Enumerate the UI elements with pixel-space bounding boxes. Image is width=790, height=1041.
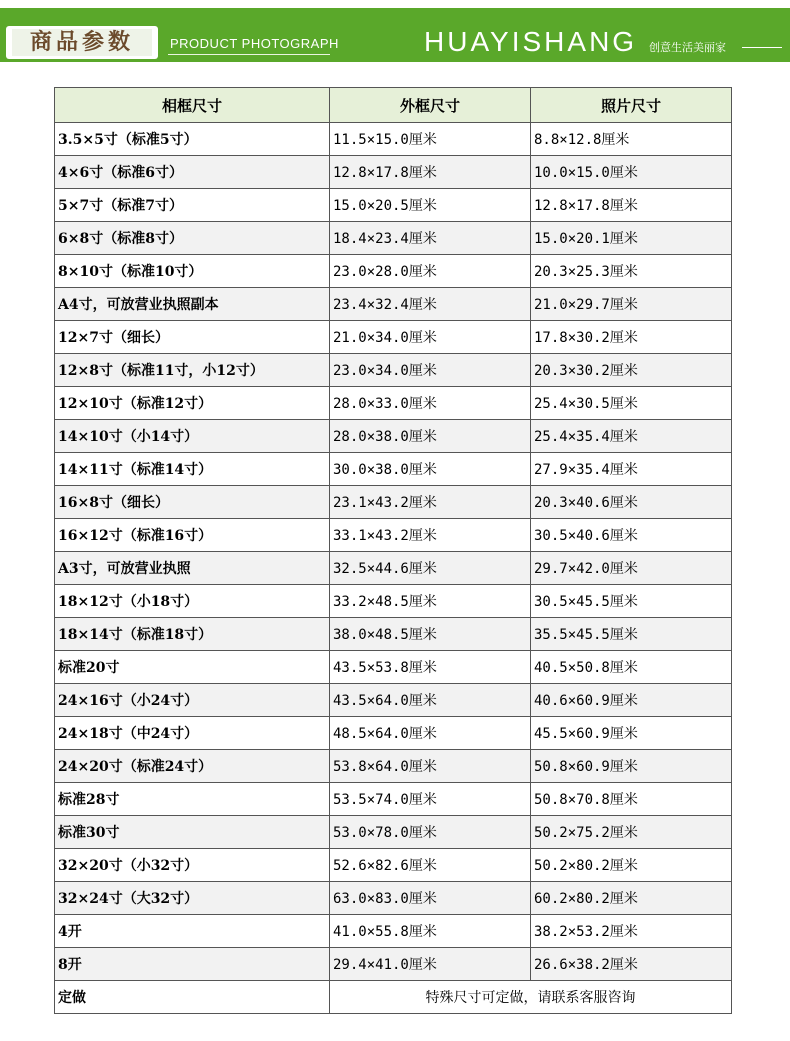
frame-size-cell: 标准30寸 [55, 816, 330, 849]
frame-size-cell: 4开 [55, 915, 330, 948]
table-row [55, 321, 732, 354]
outer-size-cell: 11.5×15.0厘米 [330, 123, 531, 156]
photo-size-cell: 50.2×75.2厘米 [531, 816, 732, 849]
table-row [55, 618, 732, 651]
outer-size-cell: 38.0×48.5厘米 [330, 618, 531, 651]
section-title: 商品参数 [12, 29, 152, 56]
frame-size-cell: 8开 [55, 948, 330, 981]
column-header-frame-size: 相框尺寸 [55, 88, 330, 123]
photo-size-cell: 40.6×60.9厘米 [531, 684, 732, 717]
outer-size-cell: 53.0×78.0厘米 [330, 816, 531, 849]
table-row [55, 420, 732, 453]
table-row [55, 717, 732, 750]
frame-size-cell: 12×10寸（标准12寸） [55, 387, 330, 420]
frame-size-cell: 12×8寸（标准11寸，小12寸） [55, 354, 330, 387]
photo-size-cell: 30.5×40.6厘米 [531, 519, 732, 552]
frame-size-cell: 12×7寸（细长） [55, 321, 330, 354]
frame-size-cell: 32×24寸（大32寸） [55, 882, 330, 915]
frame-size-cell: 16×8寸（细长） [55, 486, 330, 519]
photo-size-cell: 17.8×30.2厘米 [531, 321, 732, 354]
column-header-outer-size: 外框尺寸 [330, 88, 531, 123]
photo-size-cell: 25.4×30.5厘米 [531, 387, 732, 420]
outer-size-cell: 29.4×41.0厘米 [330, 948, 531, 981]
table-row [55, 882, 732, 915]
photo-size-cell: 15.0×20.1厘米 [531, 222, 732, 255]
frame-size-cell: A3寸，可放营业执照 [55, 552, 330, 585]
outer-size-cell: 53.5×74.0厘米 [330, 783, 531, 816]
frame-size-cell: 8×10寸（标准10寸） [55, 255, 330, 288]
frame-size-cell: 6×8寸（标准8寸） [55, 222, 330, 255]
frame-size-cell: 14×11寸（标准14寸） [55, 453, 330, 486]
table-row [55, 288, 732, 321]
frame-size-cell: 24×16寸（小24寸） [55, 684, 330, 717]
custom-order-row [55, 981, 732, 1014]
outer-size-cell: 43.5×64.0厘米 [330, 684, 531, 717]
section-tab [6, 26, 158, 59]
frame-size-cell: A4寸，可放营业执照副本 [55, 288, 330, 321]
table-row [55, 453, 732, 486]
custom-order-note: 特殊尺寸可定做，请联系客服咨询 [330, 981, 732, 1014]
photo-size-cell: 50.8×60.9厘米 [531, 750, 732, 783]
table-row [55, 849, 732, 882]
frame-size-cell: 标准20寸 [55, 651, 330, 684]
table-row [55, 651, 732, 684]
photo-size-cell: 35.5×45.5厘米 [531, 618, 732, 651]
header-banner [0, 8, 790, 62]
outer-size-cell: 28.0×33.0厘米 [330, 387, 531, 420]
outer-size-cell: 23.1×43.2厘米 [330, 486, 531, 519]
photo-size-cell: 20.3×25.3厘米 [531, 255, 732, 288]
outer-size-cell: 33.2×48.5厘米 [330, 585, 531, 618]
slogan-underline [742, 47, 782, 48]
table-row [55, 915, 732, 948]
custom-order-label: 定做 [55, 981, 330, 1014]
outer-size-cell: 53.8×64.0厘米 [330, 750, 531, 783]
frame-size-cell: 32×20寸（小32寸） [55, 849, 330, 882]
outer-size-cell: 23.4×32.4厘米 [330, 288, 531, 321]
table-row [55, 519, 732, 552]
outer-size-cell: 41.0×55.8厘米 [330, 915, 531, 948]
photo-size-cell: 20.3×30.2厘米 [531, 354, 732, 387]
photo-size-cell: 60.2×80.2厘米 [531, 882, 732, 915]
table-row [55, 684, 732, 717]
table-row [55, 948, 732, 981]
outer-size-cell: 52.6×82.6厘米 [330, 849, 531, 882]
frame-size-cell: 24×20寸（标准24寸） [55, 750, 330, 783]
brand-slogan: 创意生活美丽家 [649, 41, 726, 54]
table-row [55, 783, 732, 816]
table-row [55, 816, 732, 849]
photo-size-cell: 12.8×17.8厘米 [531, 189, 732, 222]
photo-size-cell: 45.5×60.9厘米 [531, 717, 732, 750]
frame-size-cell: 18×14寸（标准18寸） [55, 618, 330, 651]
table-row [55, 486, 732, 519]
frame-size-cell: 标准28寸 [55, 783, 330, 816]
photo-size-cell: 50.2×80.2厘米 [531, 849, 732, 882]
photo-size-cell: 30.5×45.5厘米 [531, 585, 732, 618]
table-body [55, 123, 732, 1014]
photo-size-cell: 25.4×35.4厘米 [531, 420, 732, 453]
table-row [55, 123, 732, 156]
size-spec-table [54, 87, 732, 1014]
table-row [55, 552, 732, 585]
photo-size-cell: 50.8×70.8厘米 [531, 783, 732, 816]
photo-size-cell: 38.2×53.2厘米 [531, 915, 732, 948]
table-row [55, 750, 732, 783]
table-row [55, 255, 732, 288]
table-header-row [55, 88, 732, 123]
photo-size-cell: 40.5×50.8厘米 [531, 651, 732, 684]
outer-size-cell: 33.1×43.2厘米 [330, 519, 531, 552]
photo-size-cell: 20.3×40.6厘米 [531, 486, 732, 519]
table-row [55, 189, 732, 222]
frame-size-cell: 4×6寸（标准6寸） [55, 156, 330, 189]
outer-size-cell: 48.5×64.0厘米 [330, 717, 531, 750]
frame-size-cell: 18×12寸（小18寸） [55, 585, 330, 618]
outer-size-cell: 15.0×20.5厘米 [330, 189, 531, 222]
outer-size-cell: 30.0×38.0厘米 [330, 453, 531, 486]
outer-size-cell: 63.0×83.0厘米 [330, 882, 531, 915]
frame-size-cell: 24×18寸（中24寸） [55, 717, 330, 750]
frame-size-cell: 5×7寸（标准7寸） [55, 189, 330, 222]
frame-size-cell: 16×12寸（标准16寸） [55, 519, 330, 552]
column-header-photo-size: 照片尺寸 [531, 88, 732, 123]
outer-size-cell: 28.0×38.0厘米 [330, 420, 531, 453]
table-row [55, 387, 732, 420]
banner-subtitle: PRODUCT PHOTOGRAPH [170, 36, 339, 51]
photo-size-cell: 29.7×42.0厘米 [531, 552, 732, 585]
photo-size-cell: 26.6×38.2厘米 [531, 948, 732, 981]
outer-size-cell: 21.0×34.0厘米 [330, 321, 531, 354]
outer-size-cell: 18.4×23.4厘米 [330, 222, 531, 255]
outer-size-cell: 12.8×17.8厘米 [330, 156, 531, 189]
frame-size-cell: 14×10寸（小14寸） [55, 420, 330, 453]
table-row [55, 156, 732, 189]
outer-size-cell: 23.0×34.0厘米 [330, 354, 531, 387]
photo-size-cell: 10.0×15.0厘米 [531, 156, 732, 189]
table-row [55, 354, 732, 387]
outer-size-cell: 23.0×28.0厘米 [330, 255, 531, 288]
subtitle-underline [168, 54, 330, 55]
brand-name: HUAYISHANG [424, 26, 638, 57]
table-row [55, 222, 732, 255]
frame-size-cell: 3.5×5寸（标准5寸） [55, 123, 330, 156]
photo-size-cell: 8.8×12.8厘米 [531, 123, 732, 156]
table-row [55, 585, 732, 618]
photo-size-cell: 27.9×35.4厘米 [531, 453, 732, 486]
outer-size-cell: 32.5×44.6厘米 [330, 552, 531, 585]
photo-size-cell: 21.0×29.7厘米 [531, 288, 732, 321]
outer-size-cell: 43.5×53.8厘米 [330, 651, 531, 684]
